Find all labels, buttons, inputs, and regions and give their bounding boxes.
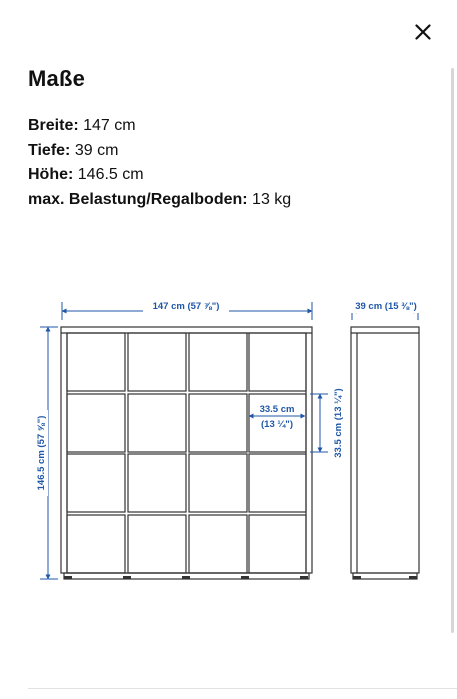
spec-label: Breite: — [28, 117, 79, 134]
spec-label: Tiefe: — [28, 141, 71, 159]
page-title: Maße — [28, 66, 86, 91]
spec-value: 39 cm — [70, 141, 119, 159]
divider — [28, 688, 457, 689]
close-button[interactable] — [409, 18, 437, 46]
spec-value: 146.5 cm — [73, 166, 144, 183]
depth-label: 39 cm (15 ⅜") — [355, 301, 417, 312]
height-dimension — [34, 327, 58, 579]
shelf-side-view — [351, 327, 419, 579]
spec-value: 13 kg — [247, 190, 292, 208]
spec-row-depth — [28, 139, 291, 164]
spec-list — [28, 114, 291, 212]
width-dimension — [62, 299, 312, 320]
cell-width-label-imperial: (13 ¼") — [261, 419, 293, 430]
spec-value: 147 cm — [78, 117, 136, 134]
dimension-drawing — [0, 290, 457, 590]
spec-label: Höhe: — [28, 166, 74, 183]
cell-width-label: 33.5 cm — [259, 404, 295, 415]
spec-row-height — [28, 163, 291, 188]
depth-dimension — [351, 299, 421, 320]
width-label: 147 cm (57 ⅞") — [152, 301, 220, 312]
shelf-front-view — [61, 327, 312, 579]
cell-height-label: 33.5 cm (13 ¼") — [333, 388, 344, 458]
height-label: 146.5 cm (57 ⅝") — [36, 415, 47, 491]
cell-height-dimension — [310, 388, 344, 457]
spec-row-max-load — [28, 188, 291, 213]
spec-label: max. Belastung/Regalboden: — [28, 190, 248, 208]
close-icon — [415, 24, 431, 40]
spec-row-width — [28, 114, 291, 139]
cell-width-dimension — [251, 402, 303, 430]
